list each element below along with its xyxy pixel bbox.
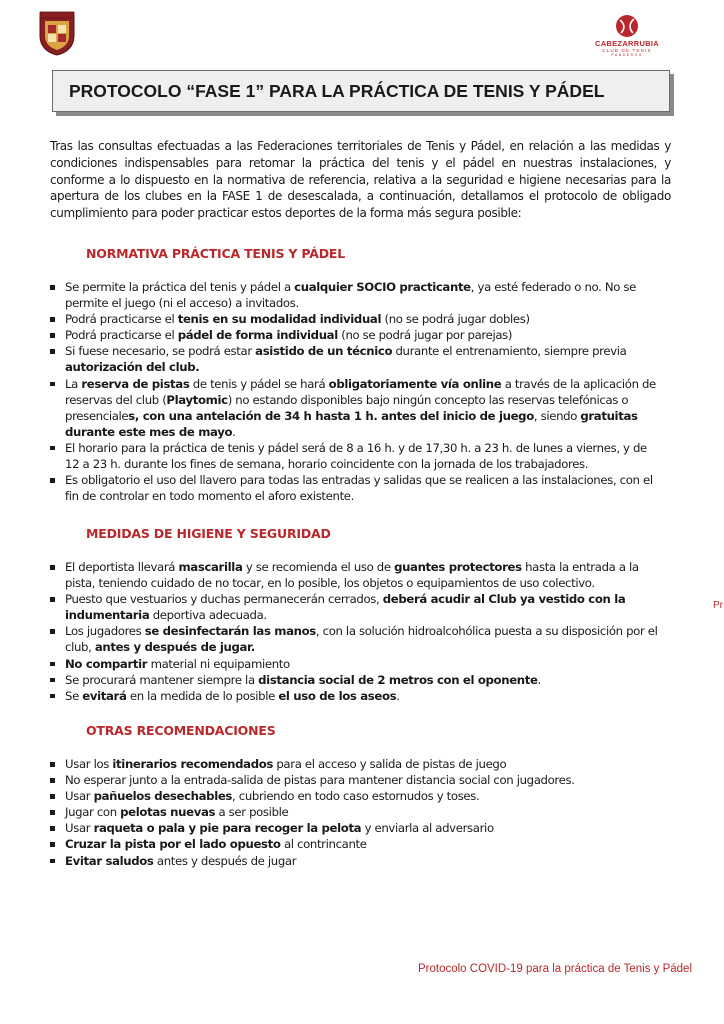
text-segment: durante el entrenamiento, siempre previa bbox=[392, 344, 627, 359]
bold-text: gratuitas durante este mes de mayo bbox=[65, 408, 638, 439]
list-item bbox=[49, 559, 663, 591]
bold-text: autorización del club. bbox=[65, 360, 200, 375]
text-segment: Se bbox=[65, 688, 83, 703]
list-item bbox=[49, 820, 663, 836]
list-item bbox=[49, 804, 663, 820]
bold-text: cualquier SOCIO practicante bbox=[294, 280, 471, 294]
text-segment: La bbox=[65, 376, 82, 391]
bold-text: se desinfectarán las manos bbox=[144, 624, 316, 639]
text-segment: a través de la aplicación de reservas del club ( bbox=[65, 376, 656, 407]
text-segment: Si fuese necesario, se podrá estar bbox=[65, 344, 256, 359]
section-heading-higiene: MEDIDAS DE HIGIENE Y SEGURIDAD bbox=[86, 526, 331, 541]
text-segment: (no se podrá jugar por parejas) bbox=[337, 328, 513, 343]
list-item bbox=[49, 343, 663, 375]
list-item bbox=[49, 472, 663, 504]
text-segment: al contrincante bbox=[280, 837, 367, 852]
section-list-higiene bbox=[49, 559, 663, 704]
list-item bbox=[49, 756, 663, 772]
text-segment: ) no estando disponibles bajo ningún concepto las reservas telefónicas o presenciale bbox=[65, 392, 629, 423]
text-segment: Se procurará mantener siempre la bbox=[65, 672, 259, 687]
text-segment: hasta la entrada a la pista, teniendo cuidado de no tocar, en lo posible, los objetos o equipamientos de uso colectivo. bbox=[65, 560, 639, 591]
club-crest-logo bbox=[38, 10, 76, 56]
bold-text: pañuelos desechables bbox=[93, 789, 233, 804]
bold-text: No compartir bbox=[65, 656, 148, 671]
bold-text: pádel de forma individual bbox=[177, 328, 338, 343]
bold-text: pelotas nuevas bbox=[120, 805, 216, 820]
text-segment: y se recomienda el uso de bbox=[242, 560, 395, 574]
list-item bbox=[49, 279, 663, 311]
text-segment: El deportista llevará bbox=[65, 560, 179, 574]
list-item bbox=[49, 311, 663, 327]
list-item bbox=[49, 788, 663, 804]
text-segment: . bbox=[537, 672, 541, 687]
section-list-recomendaciones bbox=[49, 756, 663, 869]
text-segment: El horario para la práctica de tenis y pádel será de 8 a 16 h. y de 17,30 h. a 23 h. de lunes a viernes, y de 12 a 23 h. durante los fines de semana, horario coincidente con la jornada de los trabajadores. bbox=[65, 440, 647, 472]
bold-text: deberá acudir al Club ya vestido con la indumentaria bbox=[65, 592, 626, 623]
text-segment: Es obligatorio el uso del llavero para todas las entradas y salidas que se realicen a las instalaciones, con el fin de controlar en todo momento el aforo existente. bbox=[65, 473, 653, 504]
page-footer: Protocolo COVID-19 para la práctica de Tenis y Pádel bbox=[417, 963, 692, 975]
text-segment: Se permite la práctica del tenis y pádel a bbox=[65, 280, 295, 294]
text-segment: Los jugadores bbox=[65, 624, 145, 639]
bold-text: s, con una antelación de 34 h hasta 1 h. antes del inicio de juego bbox=[128, 408, 534, 423]
bold-text: Cruzar la pista por el lado opuesto bbox=[65, 837, 281, 852]
text-segment: material ni equipamiento bbox=[147, 656, 290, 671]
list-item bbox=[49, 440, 663, 472]
list-item bbox=[49, 623, 663, 655]
logo-subtitle-2: PANDEROS bbox=[611, 53, 643, 57]
tennis-ball-icon bbox=[615, 14, 639, 38]
club-tennis-logo bbox=[592, 14, 662, 64]
text-segment: , siendo bbox=[533, 408, 581, 423]
page-title: PROTOCOLO “FASE 1” PARA LA PRÁCTICA DE TENIS Y PÁDEL bbox=[69, 81, 605, 101]
title-box bbox=[52, 70, 670, 112]
bold-text: tenis en su modalidad individual bbox=[177, 312, 382, 327]
text-segment: antes y después de jugar bbox=[153, 853, 297, 868]
text-segment: , ya esté federado o no. No se permite el juego (ni el acceso) a invitados. bbox=[65, 280, 636, 311]
section-heading-recomendaciones: OTRAS RECOMENDACIONES bbox=[86, 723, 276, 738]
list-item bbox=[49, 376, 663, 440]
text-segment: Usar bbox=[65, 789, 94, 804]
bold-text: guantes protectores bbox=[394, 560, 522, 574]
list-item bbox=[49, 672, 663, 688]
text-segment: en la medida de lo posible bbox=[126, 688, 279, 703]
section-list-normativa bbox=[49, 279, 663, 504]
bold-text: asistido de un técnico bbox=[255, 344, 393, 359]
list-item bbox=[49, 656, 663, 672]
text-segment: Puesto que vestuarios y duchas permanecerán cerrados, bbox=[65, 592, 383, 607]
list-item bbox=[49, 836, 663, 852]
list-item bbox=[49, 327, 663, 343]
text-segment: , con la solución hidroalcohólica puesta a su disposición por el club, bbox=[65, 624, 658, 655]
text-segment: . bbox=[396, 688, 400, 703]
bold-text: evitará bbox=[82, 688, 127, 703]
bold-text: antes y después de jugar. bbox=[94, 640, 255, 655]
list-item bbox=[49, 772, 663, 788]
text-segment: Podrá practicarse el bbox=[65, 328, 178, 343]
text-segment: No esperar junto a la entrada-salida de pistas para mantener distancia social con jugadores. bbox=[65, 773, 575, 788]
text-segment: , cubriendo en todo caso estornudos y toses. bbox=[232, 789, 480, 804]
logo-name: CABEZARRUBIA bbox=[594, 39, 659, 48]
logo-subtitle: CLUB DE TENIS bbox=[602, 48, 652, 53]
bold-text: reserva de pistas bbox=[81, 376, 190, 391]
list-item bbox=[49, 688, 663, 704]
text-segment: Usar bbox=[65, 821, 94, 836]
bold-text: distancia social de 2 metros con el oponente bbox=[258, 672, 538, 687]
text-segment: a ser posible bbox=[215, 805, 289, 820]
bold-text: Evitar saludos bbox=[65, 853, 154, 868]
bold-text: itinerarios recomendados bbox=[112, 757, 273, 771]
list-item bbox=[49, 853, 663, 869]
section-heading-normativa: NORMATIVA PRÁCTICA TENIS Y PÁDEL bbox=[86, 246, 345, 261]
bold-text: raqueta o pala y pie para recoger la pelota bbox=[93, 821, 362, 836]
text-segment: Usar los bbox=[65, 757, 113, 771]
bold-text: obligatoriamente vía online bbox=[328, 376, 502, 391]
list-item bbox=[49, 591, 663, 623]
bold-text: mascarilla bbox=[178, 560, 243, 574]
bold-text: el uso de los aseos bbox=[278, 688, 397, 703]
text-segment: Podrá practicarse el bbox=[65, 312, 178, 327]
edge-text-fragment: Pr bbox=[713, 600, 723, 611]
text-segment: de tenis y pádel se hará bbox=[189, 376, 329, 391]
intro-paragraph: Tras las consultas efectuadas a las Federaciones territoriales de Tenis y Pádel, en relación a las medidas y condiciones indispensables para retomar la práctica del tenis y el pádel en nuestras instalaciones, y conforme a lo dispuesto en la normativa de referencia, relativa a la seguridad e higiene necesarias para la apertura de los clubes en la FASE 1 de desescalada, a continuación, detallamos el protocolo de obligado cumplimiento para poder practicar estos deportes de la forma más segura posible: bbox=[50, 139, 671, 221]
text-segment: deportiva adecuada. bbox=[149, 608, 267, 623]
text-segment: Jugar con bbox=[65, 805, 121, 820]
text-segment: para el acceso y salida de pistas de juego bbox=[273, 757, 507, 771]
text-segment: . bbox=[232, 424, 236, 439]
text-segment: y enviarla al adversario bbox=[361, 821, 494, 836]
text-segment: (no se podrá jugar dobles) bbox=[381, 312, 530, 327]
bold-text: Playtomic bbox=[166, 392, 228, 407]
